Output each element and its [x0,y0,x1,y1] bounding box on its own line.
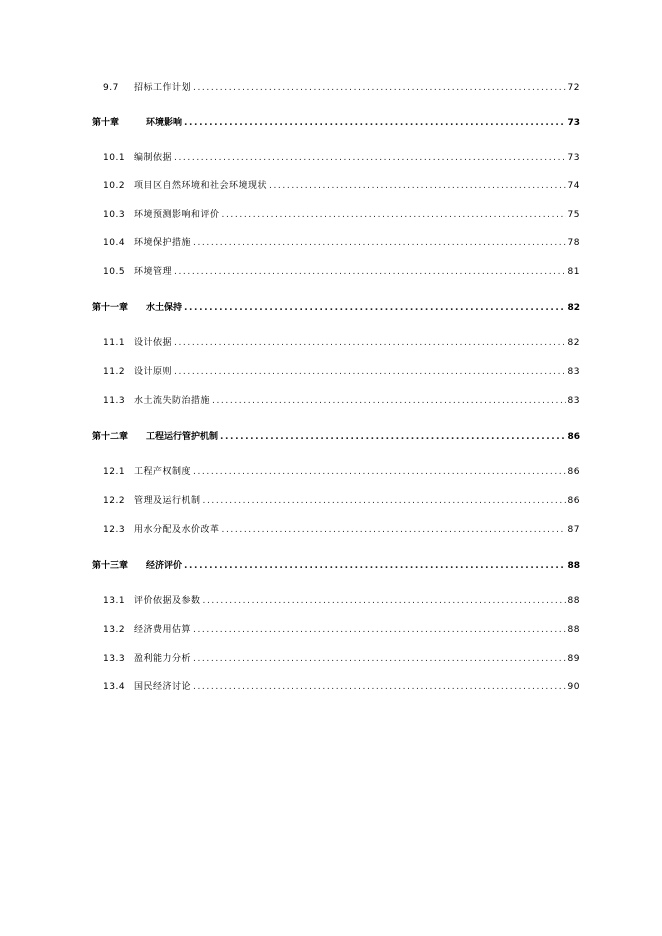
toc-page-number: 83 [567,396,580,406]
toc-page-number: 86 [567,467,580,477]
toc-dot-leader [193,681,566,693]
toc-entry-title: 环境保护措施 [134,238,192,248]
toc-entry-title: 水土流失防治措施 [134,396,211,406]
toc-entry-title: 工程产权制度 [134,467,192,477]
toc-section-entry[interactable] [103,209,580,221]
toc-chapter-entry[interactable] [92,302,580,314]
toc-page-number: 86 [567,496,580,506]
toc-section-entry[interactable] [103,266,580,278]
toc-entry-number: 11.2 [103,367,126,377]
toc-entry-number: 9.7 [103,83,119,93]
toc-page-number: 88 [567,625,580,635]
toc-dot-leader [174,152,566,164]
toc-entry-title: 设计依据 [134,338,173,348]
toc-dot-leader [193,466,566,478]
toc-section-entry[interactable] [103,624,580,636]
toc-entry-number: 10.5 [103,267,126,277]
toc-dot-leader [193,653,566,665]
toc-section-entry[interactable] [103,653,580,665]
toc-entry-title: 盈利能力分析 [134,654,192,664]
toc-section-entry[interactable] [103,82,580,94]
toc-section-entry[interactable] [103,395,580,407]
toc-entry-number: 12.3 [103,525,126,535]
toc-entry-title: 评价依据及参数 [134,596,201,606]
toc-page-number: 73 [567,153,580,163]
toc-section-entry[interactable] [103,524,580,536]
toc-page-number: 74 [567,181,580,191]
toc-entry-title: 经济费用估算 [134,625,192,635]
toc-section-entry[interactable] [103,595,580,607]
toc-entry-title: 国民经济讨论 [134,682,192,692]
toc-entry-number: 第十章 [92,118,120,128]
toc-entry-number: 13.3 [103,654,126,664]
toc-entry-title: 管理及运行机制 [134,496,201,506]
toc-dot-leader [222,524,566,536]
toc-page-number: 87 [567,525,580,535]
toc-page-number: 82 [567,338,580,348]
toc-entry-title: 环境影响 [146,118,183,128]
toc-dot-leader [212,395,566,407]
toc-entry-number: 12.1 [103,467,126,477]
toc-page-number: 82 [567,303,580,313]
toc-page-number: 81 [567,267,580,277]
toc-dot-leader [193,82,566,94]
toc-page-number: 89 [567,654,580,664]
toc-section-entry[interactable] [103,337,580,349]
toc-entry-number: 第十一章 [92,303,129,313]
toc-entry-title: 项目区自然环境和社会环境现状 [134,181,268,191]
toc-section-entry[interactable] [103,495,580,507]
toc-dot-leader [174,266,566,278]
toc-section-entry[interactable] [103,466,580,478]
toc-page-number: 75 [567,210,580,220]
toc-page-number: 73 [567,118,580,128]
toc-section-entry[interactable] [103,180,580,192]
toc-page-number: 72 [567,83,580,93]
toc-entry-number: 13.1 [103,596,126,606]
toc-entry-number: 10.1 [103,153,126,163]
toc-chapter-entry[interactable] [92,431,580,443]
toc-page-number: 88 [567,596,580,606]
toc-page-number: 83 [567,367,580,377]
toc-dot-leader [174,337,566,349]
toc-dot-leader [269,180,566,192]
toc-dot-leader [203,495,566,507]
toc-entry-title: 设计原则 [134,367,173,377]
toc-entry-title: 环境管理 [134,267,173,277]
toc-entry-title: 编制依据 [134,153,173,163]
toc-page-number: 88 [567,561,580,571]
toc-section-entry[interactable] [103,152,580,164]
toc-entry-title: 用水分配及水价改革 [134,525,220,535]
toc-entry-number: 10.2 [103,181,126,191]
toc-section-entry[interactable] [103,681,580,693]
toc-dot-leader [193,624,566,636]
toc-entry-number: 10.4 [103,238,126,248]
toc-entry-title: 环境预测影响和评价 [134,210,220,220]
toc-page-number: 86 [567,432,580,442]
toc-section-entry[interactable] [103,237,580,249]
toc-entry-title: 经济评价 [146,561,183,571]
toc-dot-leader [222,209,566,221]
toc-entry-title: 工程运行管护机制 [146,432,219,442]
toc-entry-number: 13.4 [103,682,126,692]
toc-entry-number: 11.3 [103,396,126,406]
toc-entry-number: 10.3 [103,210,126,220]
toc-dot-leader [220,431,565,443]
toc-entry-number: 第十三章 [92,561,129,571]
toc-dot-leader [184,117,565,129]
toc-entry-number: 13.2 [103,625,126,635]
toc-chapter-entry[interactable] [92,560,580,572]
toc-entry-title: 招标工作计划 [134,83,192,93]
toc-chapter-entry[interactable] [92,117,580,129]
toc-dot-leader [203,595,566,607]
toc-section-entry[interactable] [103,366,580,378]
toc-dot-leader [184,560,565,572]
toc-entry-number: 第十二章 [92,432,129,442]
toc-dot-leader [184,302,565,314]
toc-page-number: 90 [567,682,580,692]
toc-page-number: 78 [567,238,580,248]
toc-entry-number: 12.2 [103,496,126,506]
toc-entry-title: 水土保持 [146,303,183,313]
toc-dot-leader [174,366,566,378]
toc-dot-leader [193,237,566,249]
toc-entry-number: 11.1 [103,338,126,348]
